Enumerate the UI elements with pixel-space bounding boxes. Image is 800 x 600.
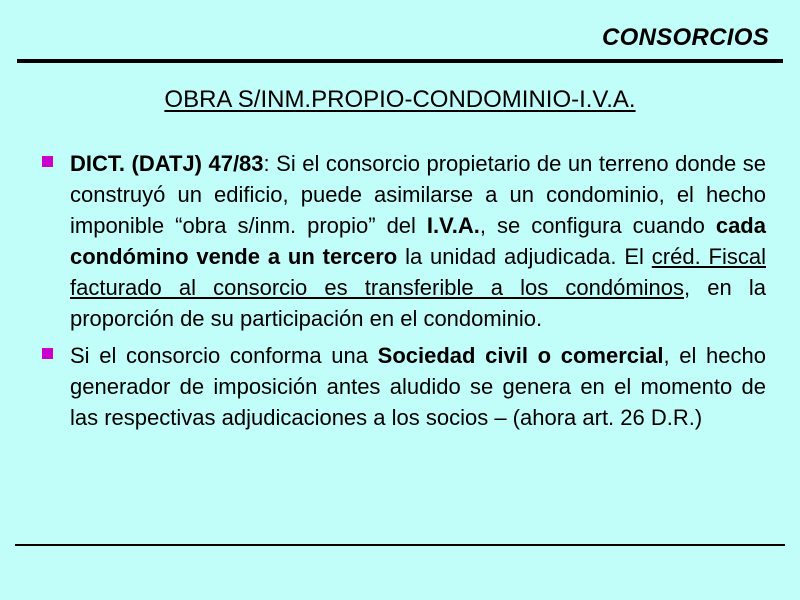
footer-divider <box>15 544 785 546</box>
bullet-text: la unidad adjudicada. El <box>397 244 652 269</box>
emphasis-text: Sociedad civil o comercial <box>377 343 664 368</box>
header-title: CONSORCIOS <box>601 24 769 51</box>
bullet-text: , se configura cuando <box>479 213 716 238</box>
bullet-item <box>40 340 766 433</box>
dictum-reference: DICT. (DATJ) 47/83 <box>70 151 264 176</box>
slide-subtitle: OBRA S/INM.PROPIO-CONDOMINIO-I.V.A. <box>164 86 636 113</box>
bullet-text: : Si el consorcio propietario de un terreno donde se construyó un edificio, puede asimilarse a un condominio, el hecho imponible “obra s/inm. propio” del <box>70 151 766 238</box>
bullet-square-icon <box>42 348 53 359</box>
tax-name: I.V.A. <box>426 213 480 238</box>
bullet-text: , el hecho generador de imposición antes aludido se genera en el momento de las respectivas adjudicaciones a los socios – (ahora art. 26 D.R.) <box>70 343 766 430</box>
header-divider <box>17 59 783 63</box>
underlined-text: créd. Fiscal facturado al consorcio es transferible a los condóminos <box>70 244 766 300</box>
bullet-square-icon <box>42 156 53 167</box>
bullet-text: Si el consorcio conforma una <box>70 343 378 368</box>
emphasis-text: cada condómino vende a un tercero <box>70 213 766 269</box>
bullet-item <box>40 148 766 334</box>
bullet-text: , en la proporción de su participación en el condominio. <box>70 275 766 331</box>
bullet-list <box>40 148 766 439</box>
